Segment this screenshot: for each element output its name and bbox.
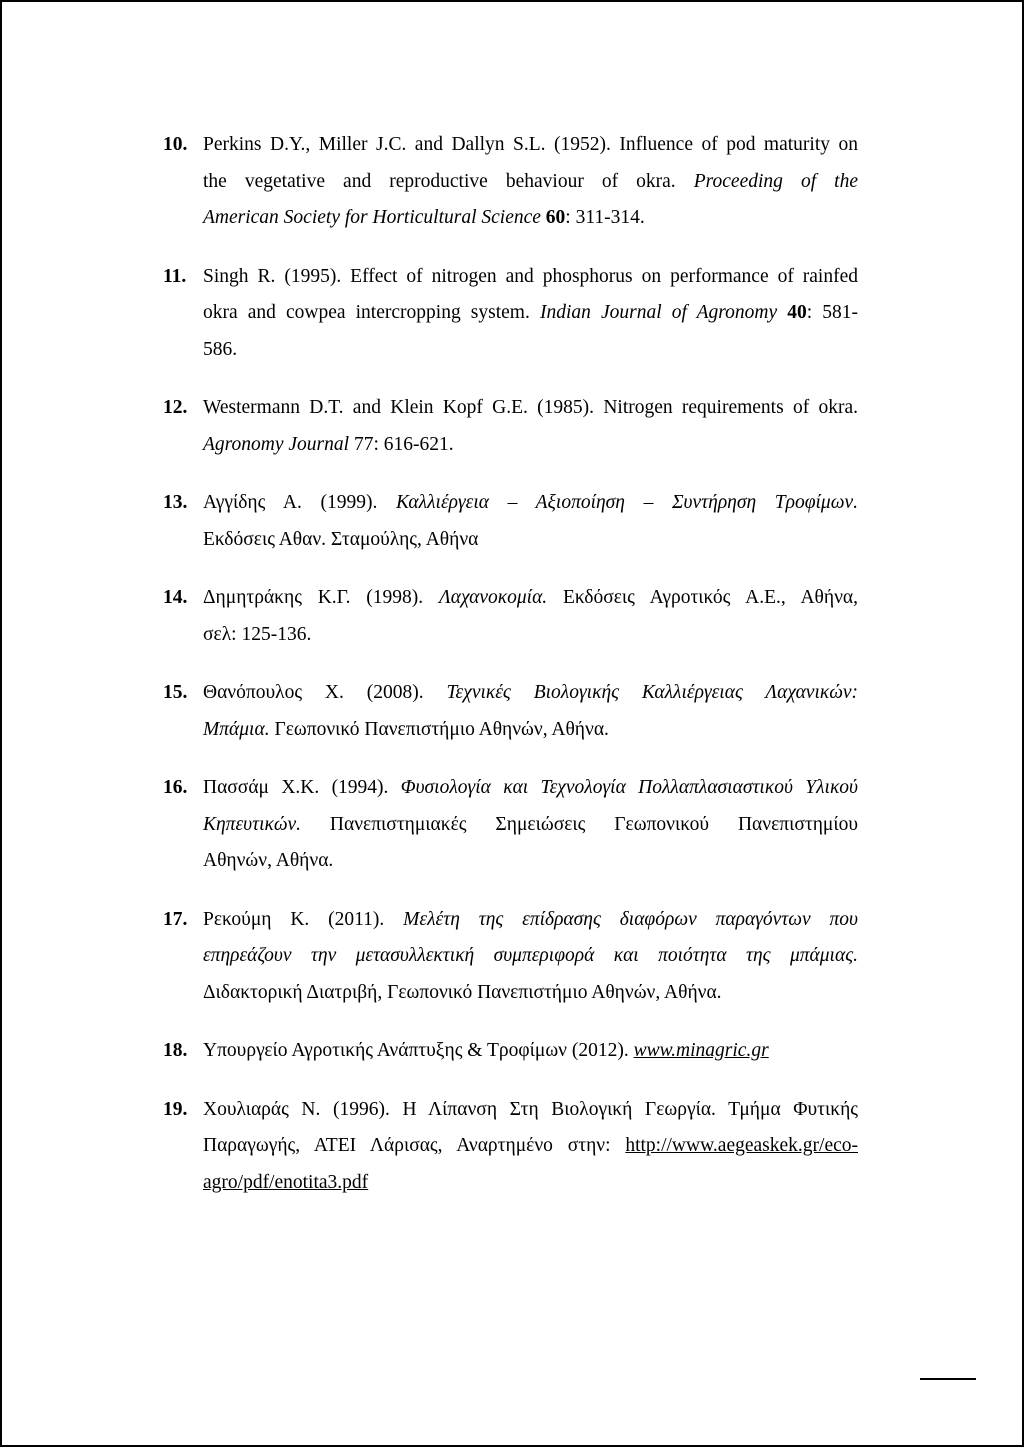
reference-text: Perkins D.Y., Miller J.C. and Dallyn S.L. (1952). Influence of pod maturity on bbox=[203, 134, 858, 155]
reference-line bbox=[203, 902, 858, 939]
journal-title: American Society for Horticultural Science bbox=[203, 207, 541, 228]
reference-line bbox=[203, 770, 858, 807]
reference-text: Εκδόσεις Αγροτικός Α.Ε., Αθήνα, bbox=[562, 587, 858, 608]
reference-text: Εκδόσεις Αθαν. Σταμούλης, Αθήνα bbox=[203, 528, 479, 550]
book-title: Τεχνικές Βιολογικής Καλλιέργειας Λαχανικών: bbox=[446, 682, 858, 703]
reference-line bbox=[203, 522, 858, 559]
reference-text: Πανεπιστημιακές Σημειώσεις Γεωπονικού Πανεπιστημίου bbox=[329, 813, 858, 835]
reference-number: 13. bbox=[163, 492, 188, 513]
reference-line bbox=[203, 295, 858, 332]
reference-line bbox=[203, 1033, 858, 1070]
reference-16 bbox=[163, 770, 858, 880]
book-title: Κηπευτικών. bbox=[203, 813, 301, 835]
journal-title: Agronomy Journal bbox=[203, 433, 350, 455]
reference-number: 14. bbox=[163, 587, 188, 608]
reference-line bbox=[203, 712, 858, 749]
reference-text: Αθηνών, Αθήνα. bbox=[203, 850, 334, 871]
book-title: Καλλιέργεια – Αξιοποίηση – Συντήρηση Τροφίμων. bbox=[395, 492, 859, 513]
reference-text: Αγγίδης Α. (1999). bbox=[203, 492, 378, 513]
reference-text: Διδακτορική Διατριβή, Γεωπονικό Πανεπιστήμιο Αθηνών, Αθήνα. bbox=[203, 981, 722, 1003]
reference-line bbox=[203, 259, 858, 296]
reference-line bbox=[203, 485, 858, 522]
thesis-title: επηρεάζουν την μετασυλλεκτική συμπεριφορά και ποιότητα της μπάμιας. bbox=[203, 945, 858, 966]
reference-text: the vegetative and reproductive behaviour of okra. bbox=[203, 170, 676, 192]
footer-rule bbox=[920, 1378, 976, 1380]
reference-line bbox=[203, 1165, 858, 1202]
reference-text: Θανόπουλος Χ. (2008). bbox=[203, 682, 424, 703]
reference-text: Γεωπονικό Πανεπιστήμιο Αθηνών, Αθήνα. bbox=[274, 718, 609, 740]
reference-number: 17. bbox=[163, 908, 188, 930]
journal-title: Proceeding of the bbox=[693, 170, 859, 192]
reference-text: Χουλιαράς Ν. (1996). Η Λίπανση Στη Βιολογική Γεωργία. Τμήμα Φυτικής bbox=[203, 1098, 858, 1120]
page-range: : 581- bbox=[806, 302, 859, 323]
thesis-title: Μελέτη της επίδρασης διαφόρων παραγόντων που bbox=[403, 908, 859, 930]
reference-18 bbox=[163, 1033, 858, 1070]
reference-15 bbox=[163, 675, 858, 748]
reference-number: 15. bbox=[163, 682, 188, 703]
page-range: : 311-314. bbox=[565, 207, 645, 228]
reference-line bbox=[203, 580, 858, 617]
reference-number: 10. bbox=[163, 134, 188, 155]
reference-number: 12. bbox=[163, 397, 188, 418]
reference-list bbox=[163, 127, 858, 1223]
reference-text: okra and cowpea intercropping system. bbox=[203, 302, 530, 323]
reference-text: Singh R. (1995). Effect of nitrogen and phosphorus on performance of rainfed bbox=[203, 265, 858, 287]
reference-line bbox=[203, 127, 858, 164]
url-link[interactable]: agro/pdf/enotita3.pdf bbox=[203, 1171, 369, 1193]
reference-number: 11. bbox=[163, 265, 187, 287]
reference-19 bbox=[163, 1092, 858, 1202]
reference-line bbox=[203, 332, 858, 369]
volume-number: 40 bbox=[787, 302, 807, 323]
reference-line bbox=[203, 843, 858, 880]
reference-line bbox=[203, 807, 858, 844]
book-title: Λαχανοκομία. bbox=[438, 587, 548, 608]
page-range: 77: 616-621. bbox=[353, 433, 454, 455]
reference-text: Πασσάμ Χ.Κ. (1994). bbox=[203, 777, 389, 798]
reference-line bbox=[203, 200, 858, 237]
reference-17 bbox=[163, 902, 858, 1012]
reference-line bbox=[203, 675, 858, 712]
reference-10 bbox=[163, 127, 858, 237]
reference-line bbox=[203, 938, 858, 975]
reference-line bbox=[203, 1128, 858, 1165]
reference-14 bbox=[163, 580, 858, 653]
reference-text: Παραγωγής, ΑΤΕΙ Λάρισας, Αναρτημένο στην: bbox=[203, 1135, 611, 1156]
reference-line bbox=[203, 1092, 858, 1129]
reference-text: Δημητράκης Κ.Γ. (1998). bbox=[203, 587, 424, 608]
book-title: Μπάμια. bbox=[203, 718, 270, 740]
reference-line bbox=[203, 390, 858, 427]
reference-line bbox=[203, 975, 858, 1012]
reference-number: 19. bbox=[163, 1098, 188, 1120]
reference-line bbox=[203, 427, 858, 464]
reference-text: σελ: 125-136. bbox=[203, 623, 312, 645]
reference-12 bbox=[163, 390, 858, 463]
reference-text: Westermann D.T. and Klein Kopf G.E. (1985). Nitrogen requirements of okra. bbox=[203, 397, 858, 418]
reference-line bbox=[203, 617, 858, 654]
reference-text: Ρεκούμη Κ. (2011). bbox=[203, 908, 385, 930]
reference-text: 586. bbox=[203, 338, 238, 360]
reference-13 bbox=[163, 485, 858, 558]
url-link[interactable]: www.minagric.gr bbox=[633, 1040, 769, 1061]
book-title: Φυσιολογία και Τεχνολογία Πολλαπλασιαστικού Υλικού bbox=[400, 777, 858, 798]
reference-line bbox=[203, 164, 858, 201]
volume-number: 60 bbox=[545, 207, 566, 228]
reference-text: Υπουργείο Αγροτικής Ανάπτυξης & Τροφίμων (2012). bbox=[203, 1040, 629, 1061]
url-link[interactable]: http://www.aegeaskek.gr/eco- bbox=[625, 1135, 858, 1156]
reference-11 bbox=[163, 259, 858, 369]
reference-number: 16. bbox=[163, 777, 188, 798]
journal-title: Indian Journal of Agronomy bbox=[539, 302, 778, 323]
reference-number: 18. bbox=[163, 1040, 188, 1061]
